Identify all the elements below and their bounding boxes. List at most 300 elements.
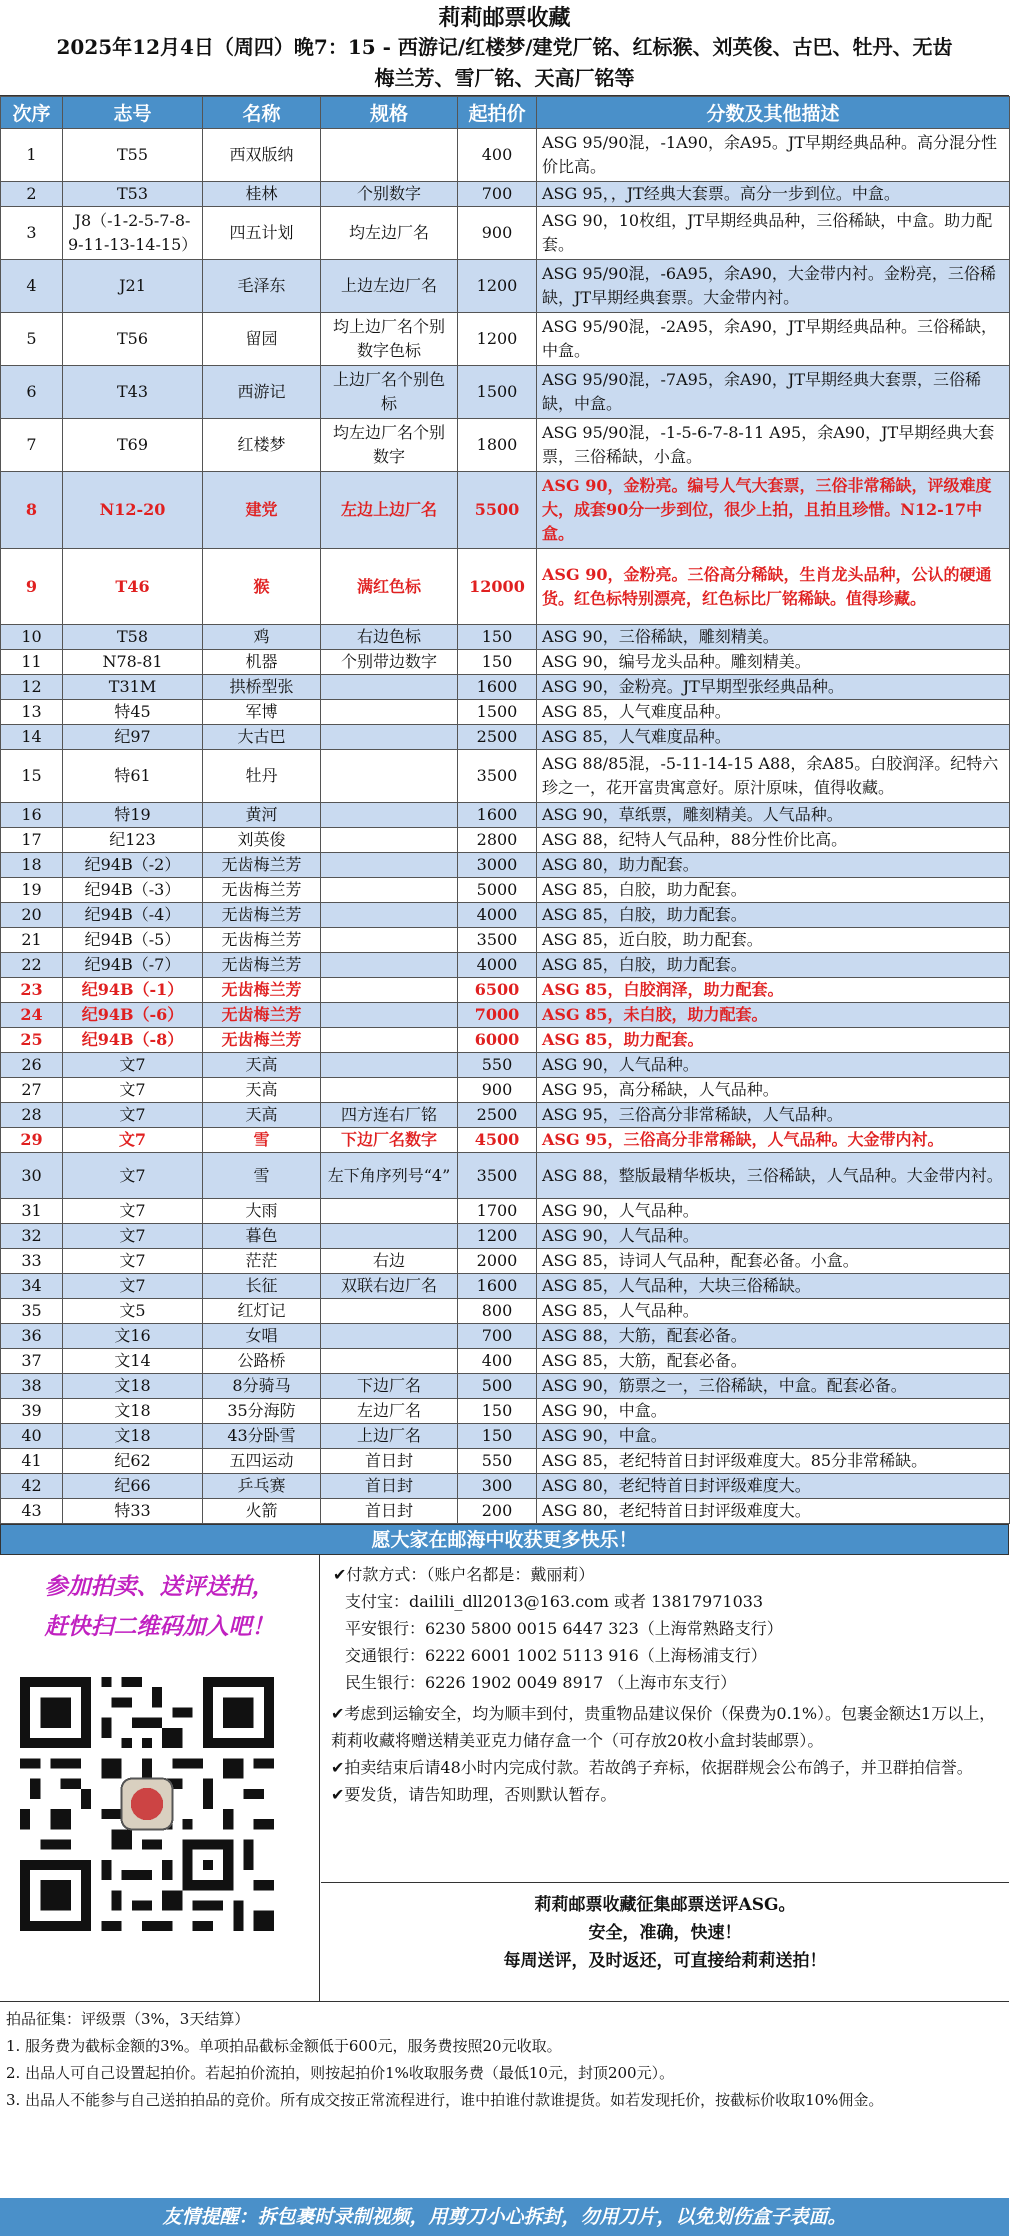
lot-name: 天高 xyxy=(203,1053,321,1078)
lot-spec: 上边厂名 xyxy=(321,1424,458,1449)
lot-spec: 双联右边厂名 xyxy=(321,1274,458,1299)
lot-start-price: 4000 xyxy=(458,953,537,978)
lot-code: 文14 xyxy=(63,1349,203,1374)
lot-number: 20 xyxy=(1,903,63,928)
lot-spec xyxy=(321,1199,458,1224)
lot-spec: 首日封 xyxy=(321,1449,458,1474)
lot-name: 雪 xyxy=(203,1128,321,1153)
lot-description: ASG 90，人气品种。 xyxy=(537,1199,1010,1224)
lot-number: 43 xyxy=(1,1499,63,1524)
lot-start-price: 200 xyxy=(458,1499,537,1524)
lot-number: 26 xyxy=(1,1053,63,1078)
promo-text xyxy=(0,1555,319,1647)
table-row xyxy=(1,1199,1010,1224)
lot-name: 西游记 xyxy=(203,366,321,419)
table-row xyxy=(1,828,1010,853)
lot-description: ASG 90，筋票之一，三俗稀缺，中盒。配套必备。 xyxy=(537,1374,1010,1399)
lot-number: 35 xyxy=(1,1299,63,1324)
lot-start-price: 2500 xyxy=(458,725,537,750)
lot-name: 女唱 xyxy=(203,1324,321,1349)
note-payment-deadline: ✔拍卖结束后请48小时内完成付款。若故鸽子弃标，依据群规会公布鸽子，并卫群拍信誉。 xyxy=(331,1758,973,1777)
lot-description: ASG 85，白胶，助力配套。 xyxy=(537,953,1010,978)
lot-start-price: 1700 xyxy=(458,1199,537,1224)
lot-start-price: 4000 xyxy=(458,903,537,928)
lot-description: ASG 90，金粉亮。编号人气大套票，三俗非常稀缺，评级难度大，成套90分一步到位，很少上拍，且拍且珍惜。N12-17中盒。 xyxy=(537,472,1010,549)
lot-start-price: 3000 xyxy=(458,853,537,878)
lot-spec: 均左边厂名 xyxy=(321,207,458,260)
lot-name: 留园 xyxy=(203,313,321,366)
lot-description: ASG 88，纪特人气品种，88分性价比高。 xyxy=(537,828,1010,853)
lot-spec xyxy=(321,725,458,750)
lot-code: 文18 xyxy=(63,1424,203,1449)
lot-code: T46 xyxy=(63,549,203,625)
lot-number: 42 xyxy=(1,1474,63,1499)
lot-description: ASG 85，人气难度品种。 xyxy=(537,725,1010,750)
lot-number: 23 xyxy=(1,978,63,1003)
lot-number: 13 xyxy=(1,700,63,725)
table-row xyxy=(1,1128,1010,1153)
lot-description: ASG 95/90混，-1-5-6-7-8-11 A95，余A90，JT早期经典大套票，三俗稀缺，小盒。 xyxy=(537,419,1010,472)
lot-start-price: 550 xyxy=(458,1449,537,1474)
lot-number: 11 xyxy=(1,650,63,675)
lot-start-price: 700 xyxy=(458,182,537,207)
table-row xyxy=(1,750,1010,803)
lot-number: 37 xyxy=(1,1349,63,1374)
lot-code: 纪123 xyxy=(63,828,203,853)
lot-start-price: 6500 xyxy=(458,978,537,1003)
lot-number: 15 xyxy=(1,750,63,803)
note-shipping: ✔考虑到运输安全，均为顺丰到付，贵重物品建议保价（保费为0.1%）。包裹金额达1万以上，莉莉收藏将赠送精美亚克力储存盒一个（可存放20枚小盒封装邮票）。 xyxy=(331,1704,996,1750)
lot-code: T53 xyxy=(63,182,203,207)
lot-number: 41 xyxy=(1,1449,63,1474)
lot-code: 特61 xyxy=(63,750,203,803)
promo-pane xyxy=(0,1555,320,2002)
lot-start-price: 150 xyxy=(458,1424,537,1449)
lot-start-price: 800 xyxy=(458,1299,537,1324)
lot-start-price: 150 xyxy=(458,625,537,650)
table-row xyxy=(1,1053,1010,1078)
lot-name: 四五计划 xyxy=(203,207,321,260)
payment-minsheng: 民生银行：6226 1902 0049 8917 （上海市东支行） xyxy=(345,1673,737,1692)
lot-start-price: 1200 xyxy=(458,313,537,366)
lot-number: 5 xyxy=(1,313,63,366)
collection-notice xyxy=(321,1882,1009,2002)
lot-code: 纪94B（-2） xyxy=(63,853,203,878)
lot-description: ASG 85，白胶，助力配套。 xyxy=(537,878,1010,903)
lot-name: 无齿梅兰芳 xyxy=(203,953,321,978)
lot-code: 纪94B（-4） xyxy=(63,903,203,928)
lot-code: T69 xyxy=(63,419,203,472)
header-name: 名称 xyxy=(203,97,321,129)
qr-code[interactable] xyxy=(20,1677,274,1931)
lot-code: 纪94B（-6） xyxy=(63,1003,203,1028)
table-row xyxy=(1,1249,1010,1274)
lot-spec xyxy=(321,1349,458,1374)
lot-start-price: 150 xyxy=(458,650,537,675)
lot-number: 9 xyxy=(1,549,63,625)
table-row xyxy=(1,260,1010,313)
table-row xyxy=(1,1003,1010,1028)
lot-spec xyxy=(321,928,458,953)
lot-description: ASG 90，中盒。 xyxy=(537,1399,1010,1424)
lot-name: 刘英俊 xyxy=(203,828,321,853)
lot-start-price: 1800 xyxy=(458,419,537,472)
table-row xyxy=(1,129,1010,182)
lot-code: 纪62 xyxy=(63,1449,203,1474)
table-row xyxy=(1,853,1010,878)
lot-spec xyxy=(321,878,458,903)
lot-number: 28 xyxy=(1,1103,63,1128)
lot-spec: 右边色标 xyxy=(321,625,458,650)
lot-start-price: 1600 xyxy=(458,1274,537,1299)
lot-spec: 个别数字 xyxy=(321,182,458,207)
lot-description: ASG 85，人气品种，大块三俗稀缺。 xyxy=(537,1274,1010,1299)
lot-spec xyxy=(321,803,458,828)
lot-spec: 下边厂名数字 xyxy=(321,1128,458,1153)
lot-number: 3 xyxy=(1,207,63,260)
table-row xyxy=(1,1153,1010,1199)
lot-spec: 均左边厂名个别数字 xyxy=(321,419,458,472)
lot-code: 文7 xyxy=(63,1274,203,1299)
lot-name: 无齿梅兰芳 xyxy=(203,903,321,928)
lot-name: 公路桥 xyxy=(203,1349,321,1374)
lot-name: 五四运动 xyxy=(203,1449,321,1474)
table-row xyxy=(1,1103,1010,1128)
lot-name: 雪 xyxy=(203,1153,321,1199)
lot-description: ASG 88，整版最精华板块，三俗稀缺，人气品种。大金带内衬。 xyxy=(537,1153,1010,1199)
lot-description: ASG 85，白胶润泽，助力配套。 xyxy=(537,978,1010,1003)
lot-description: ASG 80，老纪特首日封评级难度大。 xyxy=(537,1499,1010,1524)
lot-name: 火箭 xyxy=(203,1499,321,1524)
lot-start-price: 5000 xyxy=(458,878,537,903)
lot-spec: 上边厂名个别色标 xyxy=(321,366,458,419)
lot-start-price: 1200 xyxy=(458,260,537,313)
note-delivery: ✔要发货，请告知助理，否则默认暂存。 xyxy=(331,1785,617,1804)
lot-number: 29 xyxy=(1,1128,63,1153)
lot-spec xyxy=(321,1028,458,1053)
lots-table xyxy=(0,96,1010,1524)
promo-line2: 赶快扫二维码加入吧！ xyxy=(44,1613,275,1640)
shipping-notes xyxy=(321,1696,1009,1808)
lot-spec xyxy=(321,978,458,1003)
lot-start-price: 700 xyxy=(458,1324,537,1349)
lot-code: 文7 xyxy=(63,1128,203,1153)
table-row xyxy=(1,1399,1010,1424)
lot-code: 文7 xyxy=(63,1153,203,1199)
lot-number: 8 xyxy=(1,472,63,549)
lot-name: 黄河 xyxy=(203,803,321,828)
lot-number: 33 xyxy=(1,1249,63,1274)
lot-name: 军博 xyxy=(203,700,321,725)
lot-number: 2 xyxy=(1,182,63,207)
lot-number: 17 xyxy=(1,828,63,853)
lot-code: 文7 xyxy=(63,1103,203,1128)
lot-description: ASG 88/85混，-5-11-14-15 A88，余A85。白胶润泽。纪特六珍之一，花开富贵寓意好。原汁原味，值得收藏。 xyxy=(537,750,1010,803)
lot-start-price: 1500 xyxy=(458,700,537,725)
lot-name: 无齿梅兰芳 xyxy=(203,1028,321,1053)
lot-start-price: 300 xyxy=(458,1474,537,1499)
table-row xyxy=(1,675,1010,700)
lot-name: 无齿梅兰芳 xyxy=(203,978,321,1003)
lot-description: ASG 85，人气难度品种。 xyxy=(537,700,1010,725)
lot-code: 文7 xyxy=(63,1078,203,1103)
lot-code: T31M xyxy=(63,675,203,700)
lot-spec: 左下角序列号“4” xyxy=(321,1153,458,1199)
lot-code: 纪97 xyxy=(63,725,203,750)
lot-number: 36 xyxy=(1,1324,63,1349)
lot-start-price: 1600 xyxy=(458,675,537,700)
lot-start-price: 2800 xyxy=(458,828,537,853)
table-row xyxy=(1,366,1010,419)
table-row xyxy=(1,1374,1010,1399)
table-row xyxy=(1,1424,1010,1449)
auction-subtitle-line1: 2025年12月4日（周四）晚7：15 - 西游记/红楼梦/建党厂铭、红标猴、刘英俊、古巴、牡丹、无齿 xyxy=(56,35,953,59)
payment-pane xyxy=(321,1555,1009,2002)
lot-start-price: 1200 xyxy=(458,1224,537,1249)
table-row xyxy=(1,625,1010,650)
lot-start-price: 900 xyxy=(458,207,537,260)
table-row xyxy=(1,1274,1010,1299)
lot-spec: 下边厂名 xyxy=(321,1374,458,1399)
lot-description: ASG 85，助力配套。 xyxy=(537,1028,1010,1053)
lot-code: 纪66 xyxy=(63,1474,203,1499)
lot-start-price: 6000 xyxy=(458,1028,537,1053)
collect-line2: 安全，准确，快速！ xyxy=(588,1923,742,1943)
lot-number: 40 xyxy=(1,1424,63,1449)
lot-code: N78-81 xyxy=(63,650,203,675)
lot-description: ASG 85，大筋，配套必备。 xyxy=(537,1349,1010,1374)
lot-code: 特45 xyxy=(63,700,203,725)
lot-start-price: 5500 xyxy=(458,472,537,549)
lot-start-price: 900 xyxy=(458,1078,537,1103)
lot-code: 纪94B（-3） xyxy=(63,878,203,903)
lot-start-price: 3500 xyxy=(458,750,537,803)
lot-code: 文18 xyxy=(63,1374,203,1399)
lot-start-price: 4500 xyxy=(458,1128,537,1153)
lot-start-price: 3500 xyxy=(458,928,537,953)
lot-start-price: 400 xyxy=(458,129,537,182)
lot-name: 长征 xyxy=(203,1274,321,1299)
lot-start-price: 2500 xyxy=(458,1103,537,1128)
info-section xyxy=(0,1555,1009,2002)
lot-number: 27 xyxy=(1,1078,63,1103)
table-row xyxy=(1,472,1010,549)
lot-number: 21 xyxy=(1,928,63,953)
table-row xyxy=(1,1299,1010,1324)
lot-number: 12 xyxy=(1,675,63,700)
lot-spec xyxy=(321,1053,458,1078)
lot-spec: 四方连右厂铭 xyxy=(321,1103,458,1128)
lot-description: ASG 80，助力配套。 xyxy=(537,853,1010,878)
payment-bocom: 交通银行：6222 6001 1002 5113 916（上海杨浦支行） xyxy=(345,1646,767,1665)
lot-number: 10 xyxy=(1,625,63,650)
collect-line3: 每周送评，及时返还，可直接给莉莉送拍！ xyxy=(503,1951,827,1971)
rule-1: 1. 服务费为截标金额的3%。单项拍品截标金额低于600元，服务费按照20元收取。 xyxy=(6,2037,562,2055)
table-row xyxy=(1,182,1010,207)
lot-number: 30 xyxy=(1,1153,63,1199)
table-row xyxy=(1,1078,1010,1103)
lot-spec xyxy=(321,750,458,803)
lot-start-price: 7000 xyxy=(458,1003,537,1028)
lot-name: 建党 xyxy=(203,472,321,549)
lot-description: ASG 85，未白胶，助力配套。 xyxy=(537,1003,1010,1028)
header-desc: 分数及其他描述 xyxy=(537,97,1010,129)
payment-alipay: 支付宝：dailili_dll2013@163.com 或者 13817971033 xyxy=(345,1592,764,1611)
table-row xyxy=(1,978,1010,1003)
lot-spec: 首日封 xyxy=(321,1474,458,1499)
page-title: 莉莉邮票收藏 xyxy=(438,5,571,31)
lot-name: 大古巴 xyxy=(203,725,321,750)
lot-spec xyxy=(321,1299,458,1324)
lot-code: 文18 xyxy=(63,1399,203,1424)
lot-description: ASG 95/90混，-6A95，余A90，大金带内衬。金粉亮，三俗稀缺，JT早期经典套票。大金带内衬。 xyxy=(537,260,1010,313)
lot-name: 毛泽东 xyxy=(203,260,321,313)
lot-description: ASG 88，大筋，配套必备。 xyxy=(537,1324,1010,1349)
table-row xyxy=(1,878,1010,903)
lot-description: ASG 90，编号龙头品种。雕刻精美。 xyxy=(537,650,1010,675)
table-row xyxy=(1,1028,1010,1053)
table-row xyxy=(1,207,1010,260)
lot-number: 38 xyxy=(1,1374,63,1399)
lot-number: 25 xyxy=(1,1028,63,1053)
lot-name: 西双版纳 xyxy=(203,129,321,182)
lot-spec xyxy=(321,700,458,725)
lot-number: 6 xyxy=(1,366,63,419)
lot-spec: 首日封 xyxy=(321,1499,458,1524)
lot-number: 19 xyxy=(1,878,63,903)
table-row xyxy=(1,1499,1010,1524)
table-row xyxy=(1,903,1010,928)
lot-name: 无齿梅兰芳 xyxy=(203,878,321,903)
lot-name: 猴 xyxy=(203,549,321,625)
lot-name: 拱桥型张 xyxy=(203,675,321,700)
payment-info xyxy=(321,1555,1009,1696)
lot-spec: 左边厂名 xyxy=(321,1399,458,1424)
lot-code: 纪94B（-7） xyxy=(63,953,203,978)
table-row xyxy=(1,1224,1010,1249)
lot-number: 39 xyxy=(1,1399,63,1424)
lot-number: 34 xyxy=(1,1274,63,1299)
lot-code: 文5 xyxy=(63,1299,203,1324)
page-header xyxy=(0,0,1009,96)
lot-name: 乒乓赛 xyxy=(203,1474,321,1499)
lot-description: ASG 85，人气品种。 xyxy=(537,1299,1010,1324)
lot-description: ASG 90，10枚组，JT早期经典品种，三俗稀缺，中盒。助力配套。 xyxy=(537,207,1010,260)
payment-heading: ✔付款方式：（账户名都是：戴丽莉） xyxy=(333,1565,595,1584)
lot-spec: 个别带边数字 xyxy=(321,650,458,675)
lot-number: 1 xyxy=(1,129,63,182)
lot-description: ASG 90，金粉亮。三俗高分稀缺，生肖龙头品种，公认的硬通货。红色标特别漂亮，红色标比厂铭稀缺。值得珍藏。 xyxy=(537,549,1010,625)
lot-code: J21 xyxy=(63,260,203,313)
lot-spec xyxy=(321,1003,458,1028)
blessing-banner: 愿大家在邮海中收获更多快乐！ xyxy=(0,1524,1009,1555)
lot-code: T58 xyxy=(63,625,203,650)
lot-name: 无齿梅兰芳 xyxy=(203,853,321,878)
lot-spec xyxy=(321,828,458,853)
consignment-rules xyxy=(0,2002,1009,2198)
lot-spec: 满红色标 xyxy=(321,549,458,625)
lot-spec xyxy=(321,953,458,978)
lot-description: ASG 95，，JT经典大套票。高分一步到位。中盒。 xyxy=(537,182,1010,207)
lot-description: ASG 90，金粉亮。JT早期型张经典品种。 xyxy=(537,675,1010,700)
lot-spec: 左边上边厂名 xyxy=(321,472,458,549)
lot-code: 纪94B（-1） xyxy=(63,978,203,1003)
lot-name: 暮色 xyxy=(203,1224,321,1249)
header-code: 志号 xyxy=(63,97,203,129)
lot-description: ASG 85，白胶，助力配套。 xyxy=(537,903,1010,928)
lot-number: 32 xyxy=(1,1224,63,1249)
lot-description: ASG 95/90混，-2A95，余A90，JT早期经典品种。三俗稀缺，中盒。 xyxy=(537,313,1010,366)
lot-number: 7 xyxy=(1,419,63,472)
lot-number: 24 xyxy=(1,1003,63,1028)
table-row xyxy=(1,1449,1010,1474)
lot-start-price: 12000 xyxy=(458,549,537,625)
table-row xyxy=(1,549,1010,625)
lot-code: N12-20 xyxy=(63,472,203,549)
lot-spec xyxy=(321,129,458,182)
table-row xyxy=(1,928,1010,953)
payment-pingan: 平安银行：6230 5800 0015 6447 323（上海常熟路支行） xyxy=(345,1619,783,1638)
header-price: 起拍价 xyxy=(458,97,537,129)
lot-name: 大雨 xyxy=(203,1199,321,1224)
lot-start-price: 3500 xyxy=(458,1153,537,1199)
lot-name: 红灯记 xyxy=(203,1299,321,1324)
lot-name: 桂林 xyxy=(203,182,321,207)
lot-code: T56 xyxy=(63,313,203,366)
header-no: 次序 xyxy=(1,97,63,129)
lot-spec: 均上边厂名个别数字色标 xyxy=(321,313,458,366)
lot-description: ASG 90，草纸票，雕刻精美。人气品种。 xyxy=(537,803,1010,828)
lot-name: 天高 xyxy=(203,1078,321,1103)
lot-description: ASG 95，三俗高分非常稀缺，人气品种。大金带内衬。 xyxy=(537,1128,1010,1153)
lot-spec: 上边左边厂名 xyxy=(321,260,458,313)
lot-name: 无齿梅兰芳 xyxy=(203,928,321,953)
header-spec: 规格 xyxy=(321,97,458,129)
lot-code: 特19 xyxy=(63,803,203,828)
lot-description: ASG 80，老纪特首日封评级难度大。 xyxy=(537,1474,1010,1499)
lot-code: 文7 xyxy=(63,1249,203,1274)
lot-name: 茫茫 xyxy=(203,1249,321,1274)
lot-spec: 右边 xyxy=(321,1249,458,1274)
lot-spec xyxy=(321,853,458,878)
lot-start-price: 1500 xyxy=(458,366,537,419)
lot-name: 机器 xyxy=(203,650,321,675)
lot-code: 纪94B（-5） xyxy=(63,928,203,953)
footer-reminder: 友情提醒：拆包裹时录制视频，用剪刀小心拆封，勿用刀片，以免划伤盒子表面。 xyxy=(0,2198,1009,2236)
lot-code: 纪94B（-8） xyxy=(63,1028,203,1053)
lot-description: ASG 95/90混，-7A95，余A90，JT早期经典大套票，三俗稀缺，中盒。 xyxy=(537,366,1010,419)
lot-description: ASG 90，三俗稀缺，雕刻精美。 xyxy=(537,625,1010,650)
lot-number: 16 xyxy=(1,803,63,828)
lot-description: ASG 85，诗词人气品种，配套必备。小盒。 xyxy=(537,1249,1010,1274)
lot-start-price: 400 xyxy=(458,1349,537,1374)
lot-spec xyxy=(321,1324,458,1349)
lot-code: J8（-1-2-5-7-8-9-11-13-14-15） xyxy=(63,207,203,260)
lot-code: 文7 xyxy=(63,1224,203,1249)
promo-line1: 参加拍卖、送评送拍， xyxy=(44,1573,275,1600)
lot-description: ASG 85，老纪特首日封评级难度大。85分非常稀缺。 xyxy=(537,1449,1010,1474)
auction-subtitle-line2: 梅兰芳、雪厂铭、天高厂铭等 xyxy=(374,66,635,90)
lot-description: ASG 95/90混，-1A90，余A95。JT早期经典品种。高分混分性价比高。 xyxy=(537,129,1010,182)
lot-name: 无齿梅兰芳 xyxy=(203,1003,321,1028)
rule-3: 3. 出品人不能参与自己送拍拍品的竞价。所有成交按正常流程进行，谁中拍谁付款谁提货。如若发现托价，按截标价收取10%佣金。 xyxy=(6,2091,884,2109)
lot-name: 红楼梦 xyxy=(203,419,321,472)
table-row xyxy=(1,1474,1010,1499)
lot-number: 18 xyxy=(1,853,63,878)
lot-code: 文7 xyxy=(63,1199,203,1224)
lot-number: 4 xyxy=(1,260,63,313)
lot-number: 31 xyxy=(1,1199,63,1224)
